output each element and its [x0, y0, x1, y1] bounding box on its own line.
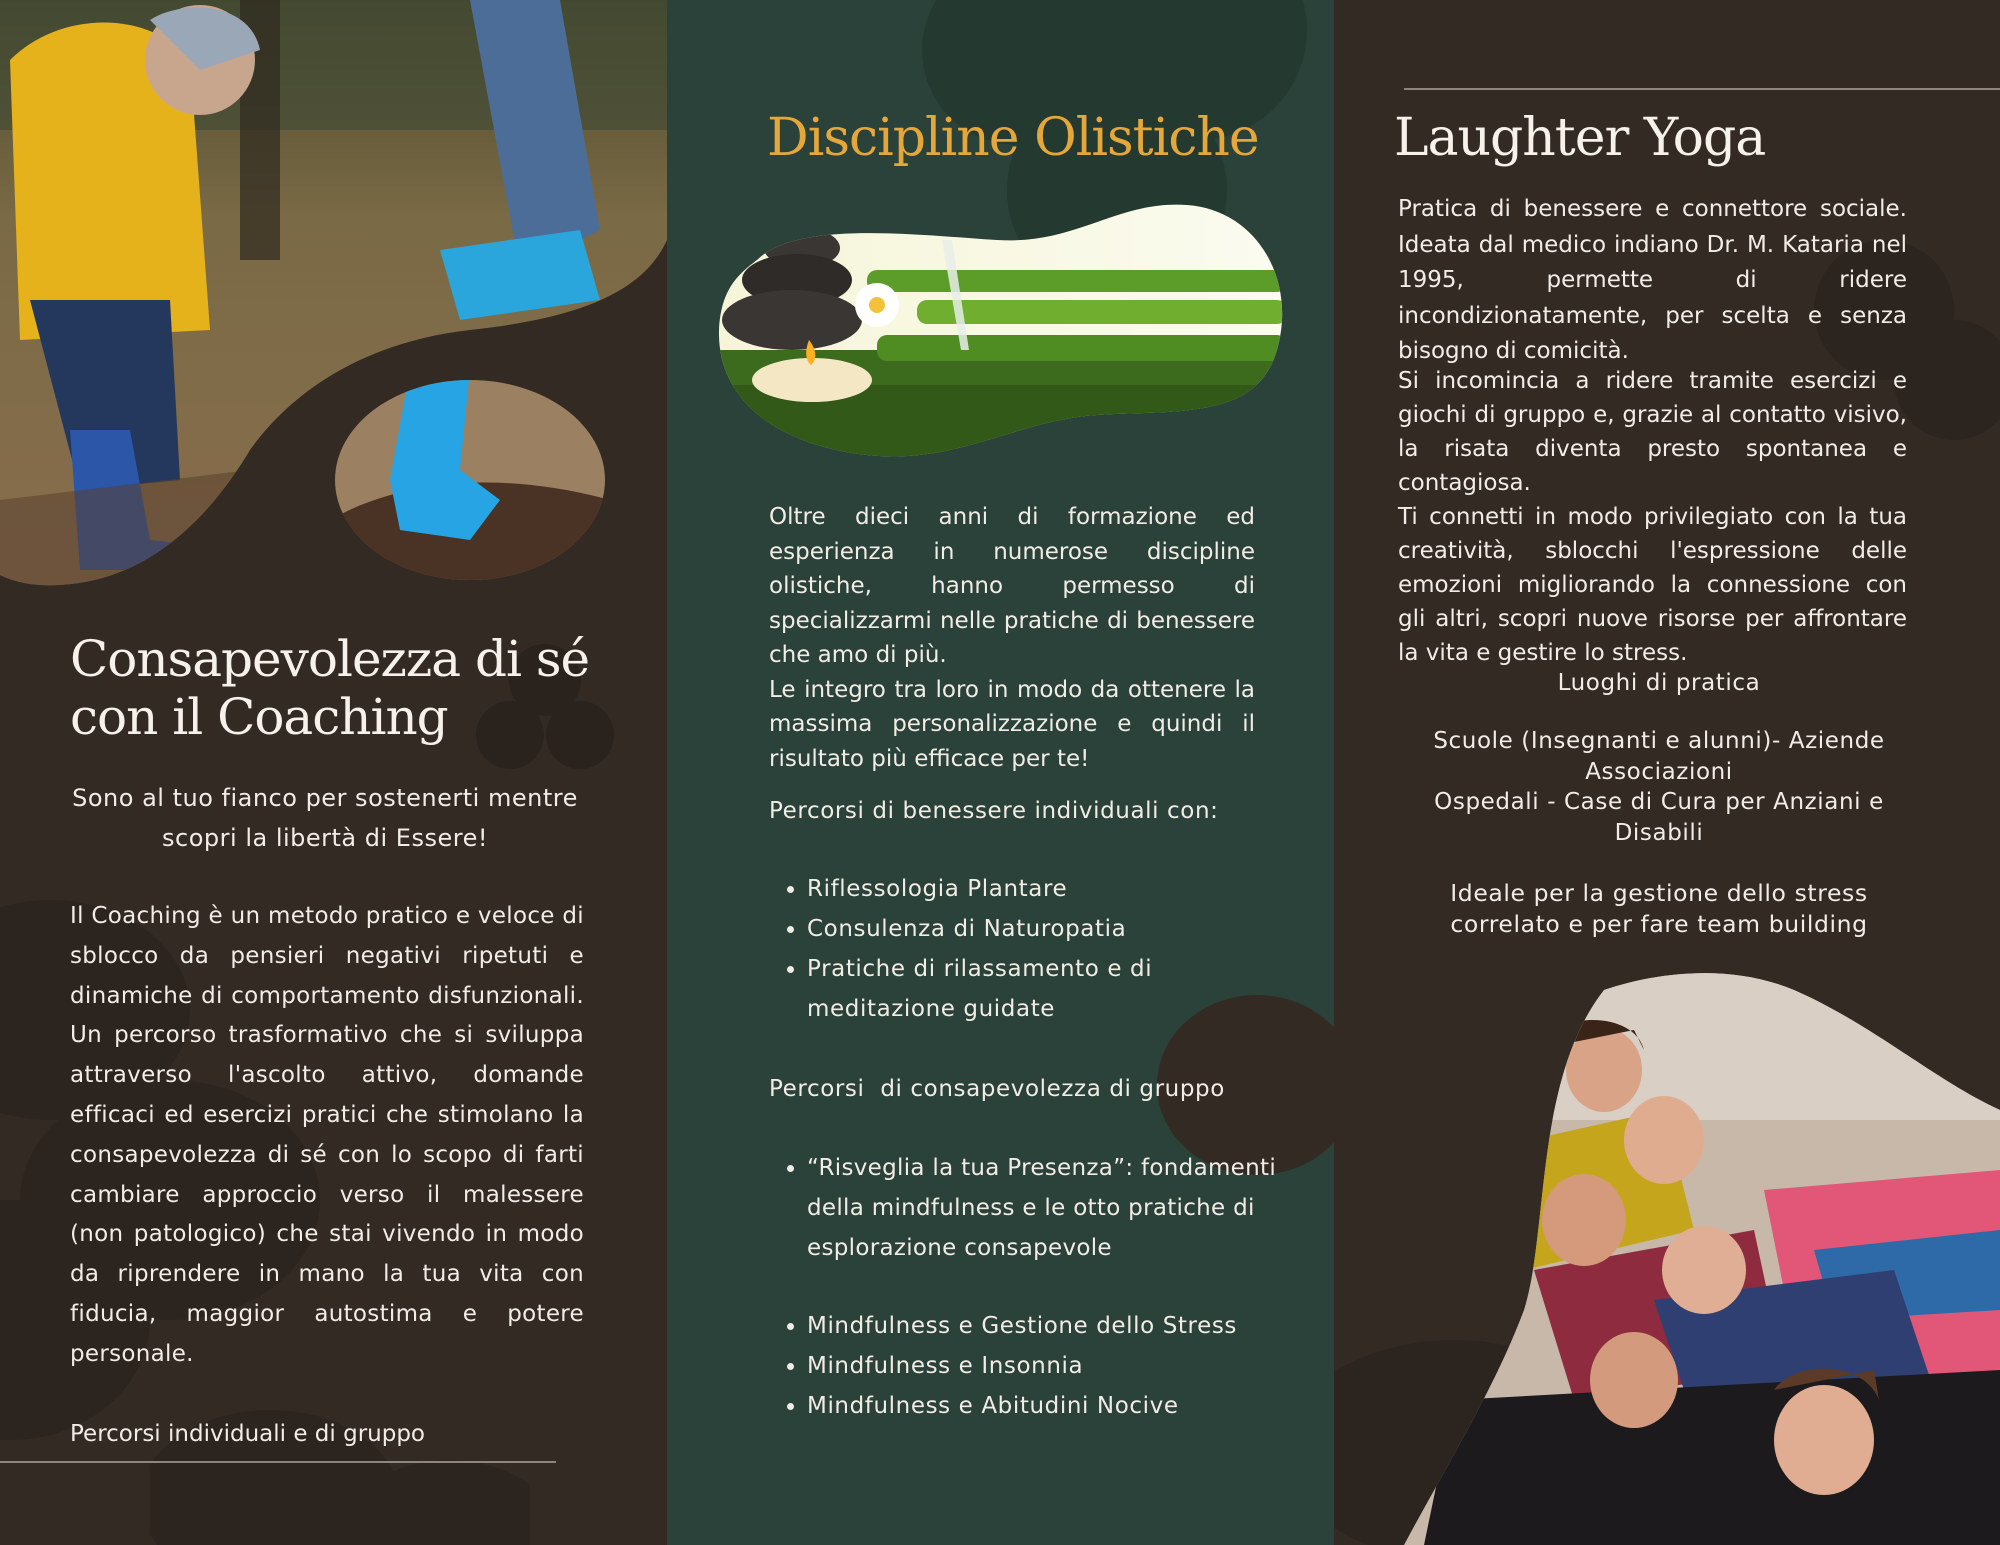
laughter-para2a: Si incomincia a ridere tramite esercizi e giochi di gruppo e, grazie al contatto visivo, la risata diventa presto spontanea e contagiosa. [1398, 368, 1907, 496]
middle-panel [667, 0, 1334, 1545]
places-line4: Disabili [1614, 819, 1704, 846]
places-line2: Associazioni [1585, 758, 1733, 785]
list-item: • “Risveglia la tua Presenza”: fondamenti della mindfulness e le otto pratiche di esplorazione consapevole [807, 1148, 1287, 1268]
laughter-para2 [1398, 364, 1907, 670]
coaching-body: Il Coaching è un metodo pratico e veloce di sblocco da pensieri negativi ripetuti e dinamiche di comportamento disfunzionali. Un percorso trasformativo che si sviluppa attraverso l'ascolto attivo, domande efficaci ed esercizi pratici che stimolano la consapevolezza di sé con lo scopo di farti cambiare approccio verso il malessere (non patologico) che stai vivendo in modo da riprendere in mano la tua vita con fiducia, maggior autostima e potere personale. [70, 903, 584, 1367]
list-item: • Mindfulness e Gestione dello Stress [807, 1306, 1287, 1346]
holistic-intro-p1: Oltre dieci anni di formazione ed esperienza in numerose discipline olistiche, hanno permesso di specializzarmi nelle pratiche di benessere che amo di più. [769, 504, 1255, 668]
coaching-title-line1: Consapevolezza di sé [70, 630, 590, 688]
laughing-group-photo [1334, 970, 2000, 1545]
child-walking-boots-photo [0, 0, 667, 620]
places-line1: Scuole (Insegnanti e alunni)- Aziende [1433, 728, 1885, 754]
coaching-title-line2: con il Coaching [70, 688, 448, 746]
list-item: • Mindfulness e Abitudini Nocive [807, 1386, 1287, 1426]
tagline-line2: scopri la libertà di Essere! [162, 824, 488, 852]
holistic-title: Discipline Olistiche [767, 108, 1259, 168]
coaching-tagline [60, 778, 590, 858]
ideal-line2: correlato e per fare team building [1450, 909, 1868, 938]
places-line3: Ospedali - Case di Cura per Anziani e [1434, 789, 1884, 815]
list-item: • Mindfulness e Insonnia [807, 1346, 1287, 1386]
tagline-line1: Sono al tuo fianco per sostenerti mentre [72, 784, 578, 812]
group-list-1 [769, 1148, 1287, 1268]
ideal-note [1394, 878, 1924, 939]
individual-list [769, 869, 1277, 1029]
holistic-intro [769, 500, 1255, 776]
individual-heading: Percorsi di benessere individuali con: [769, 798, 1219, 824]
places-heading: Luoghi di pratica [1557, 670, 1761, 696]
left-divider [0, 1461, 556, 1463]
coaching-title [70, 630, 589, 746]
ideal-line1: Ideale per la gestione dello stress [1450, 879, 1868, 907]
list-item: • Riflessologia Plantare [807, 869, 1277, 909]
right-panel [1334, 0, 2000, 1545]
laughter-yoga-title: Laughter Yoga [1394, 108, 1766, 168]
list-item: • Consulenza di Naturopatia [807, 909, 1277, 949]
list-item: • Pratiche di rilassamento e di meditazione guidate [807, 949, 1277, 1029]
left-panel [0, 0, 667, 1545]
right-divider [1404, 88, 2000, 90]
places-list [1394, 726, 1924, 848]
zen-stones-bamboo-photo [717, 200, 1287, 465]
laughter-para2b: Ti connetti in modo privilegiato con la tua creatività, sblocchi l'espressione delle emozioni migliorando la connessione con gli altri, scopri nuove risorse per affrontare la vita e gestire lo stress. [1398, 504, 1907, 666]
laughter-para1: Pratica di benessere e connettore sociale. Ideata dal medico indiano Dr. M. Kataria nel 1995, permette di ridere incondizionatamente, per scelta e senza bisogno di comicità. [1398, 196, 1907, 364]
holistic-intro-p2: Le integro tra loro in modo da ottenere la massima personalizzazione e quindi il risultato più efficace per te! [769, 676, 1255, 772]
coaching-footer: Percorsi individuali e di gruppo [70, 1421, 425, 1447]
group-heading: Percorsi di consapevolezza di gruppo [769, 1076, 1225, 1102]
group-list-2 [769, 1306, 1287, 1426]
